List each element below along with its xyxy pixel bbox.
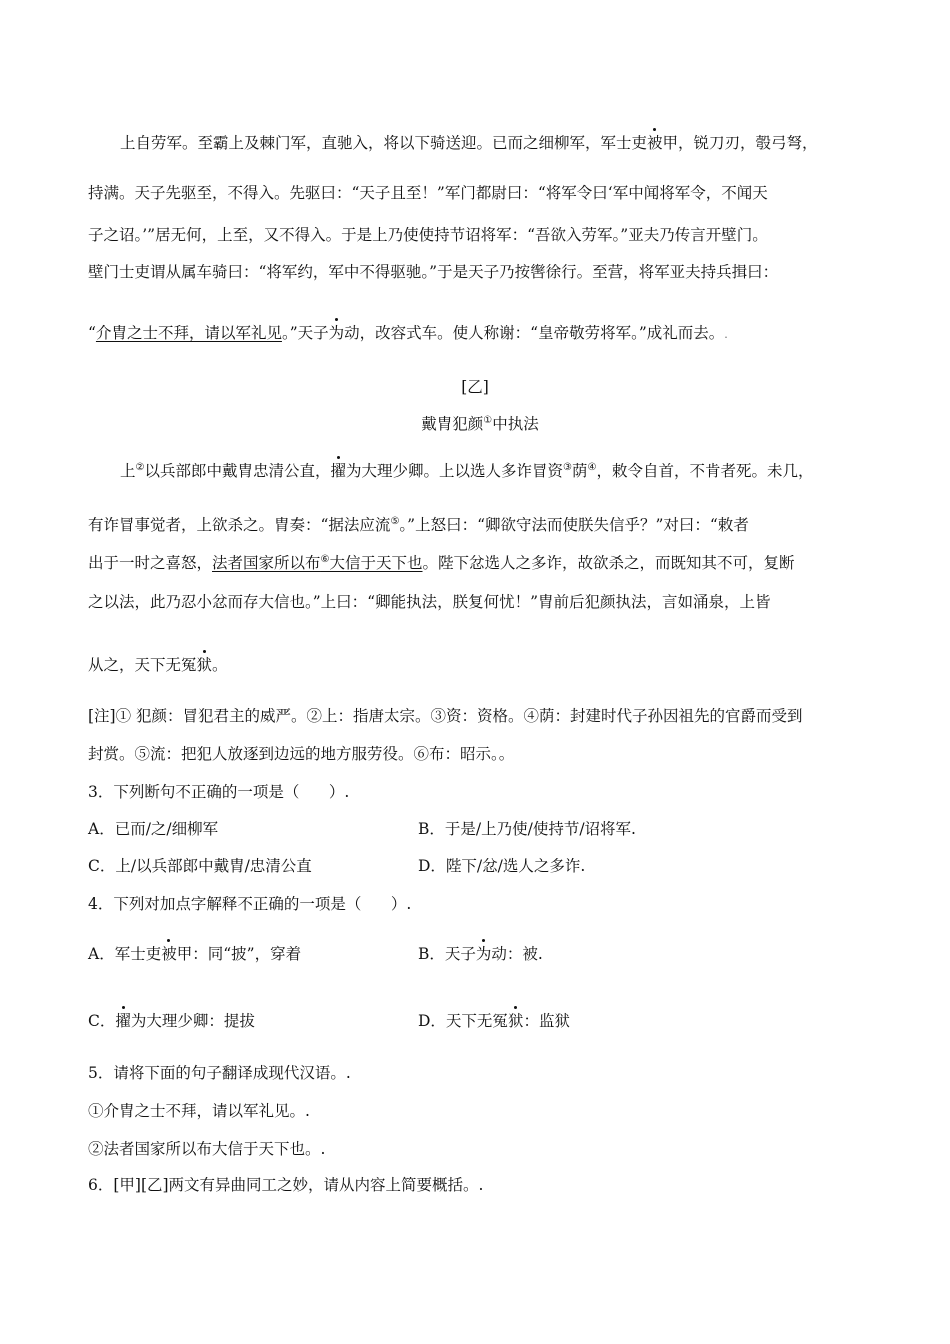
question-5-sentence-1: [88, 1101, 310, 1121]
notes-line-1: [88, 706, 803, 726]
yi-line-2: [88, 515, 749, 535]
text: B．天子: [418, 945, 476, 963]
text: 持满。天子先驱至，不得入。先驱曰：“天子且至！”军门都尉曰：“将军令曰‘军中闻将军令，不闻天: [88, 184, 768, 202]
text: 甲，锐刀刃，彀弓弩，: [662, 134, 818, 152]
text: C．上/以兵部郎中戴胄/忠清公直: [88, 857, 312, 875]
question-4-option-a: [88, 944, 301, 964]
text: 动，改容式车。使人称谢：“皇帝敬劳将军。”成礼而去。: [344, 324, 725, 342]
yi-title: [0, 414, 950, 434]
text: 动：被.: [491, 945, 543, 963]
question-4-option-d: [418, 1011, 570, 1031]
underlined-sentence: [212, 554, 423, 572]
text: ，敕令自首，不肯者死。未几，: [596, 462, 814, 480]
text: 。”上怒曰：“卿欲守法而使朕失信乎？”对曰：“敕者: [399, 516, 749, 534]
text: 出于一时之喜怒，: [88, 554, 213, 572]
question-5-stem: [88, 1063, 351, 1083]
text: 从之，天下无冤: [88, 656, 197, 674]
jia-line-3: [88, 225, 768, 245]
footnote-ref: ③: [563, 461, 572, 473]
dotted-char: 擢: [115, 1012, 131, 1030]
text: C．: [88, 1012, 116, 1030]
text: 为大理少卿。上以选人多诈冒资: [346, 462, 564, 480]
yi-line-1: [120, 461, 814, 481]
text: ①介胄之士不拜，请以军礼见。.: [88, 1102, 310, 1120]
footnote-ref: ⑥: [320, 553, 330, 565]
text: 之以法，此乃忍小忿而存大信也。”上曰：“卿能执法，朕复何忧！”胄前后犯颜执法，言如涌泉，上皆: [88, 593, 771, 611]
text: 。: [212, 656, 228, 674]
text: 6．[甲][乙]两文有异曲同工之妙，请从内容上简要概括。.: [88, 1176, 484, 1194]
text: “: [88, 324, 96, 342]
text: A．军士吏: [88, 945, 162, 963]
dotted-char: 为: [328, 324, 345, 342]
question-3-stem: [88, 782, 349, 802]
text: 3．下列断句不正确的一项是（ ）.: [88, 783, 350, 801]
text: 。陛下忿选人之多诈，故欲杀之，而既知其不可，复断: [422, 554, 795, 572]
text: [注]① 犯颜：冒犯君主的威严。②上：指唐太宗。③资：资格。④荫：封建时代子孙因祖先的官爵而受到: [88, 707, 803, 725]
yi-line-5: [88, 655, 228, 675]
text: 荫: [572, 462, 588, 480]
question-3-option-a: [88, 819, 218, 839]
footnote-ref: ①: [483, 414, 493, 426]
dotted-char: 狱: [507, 1012, 524, 1030]
yi-line-4: [88, 592, 771, 612]
question-3-option-b: [418, 819, 636, 839]
text: 。”天子: [281, 324, 329, 342]
text: 4．下列对加点字解释不正确的一项是（ ）.: [88, 895, 412, 913]
text: D．天下无冤: [418, 1012, 508, 1030]
jia-line-4: [88, 262, 778, 282]
jia-line-5: [88, 323, 728, 345]
text: 壁门士吏谓从属车骑曰：“将军约，军中不得驱驰。”于是天子乃按辔徐行。至营，将军亚夫持兵揖曰：: [88, 263, 779, 281]
question-3-option-d: [418, 856, 585, 876]
text: 上: [120, 462, 136, 480]
text: ：监狱: [523, 1012, 570, 1030]
text: 中执法: [492, 415, 539, 433]
question-6-stem: [88, 1175, 483, 1195]
yi-label: [0, 377, 950, 397]
dotted-char: 狱: [196, 656, 213, 674]
dotted-char: 擢: [330, 462, 347, 480]
jia-line-1: [120, 133, 818, 153]
footnote-ref: ④: [587, 461, 597, 473]
underlined-sentence: 介胄之士不拜，请以军礼见: [95, 324, 282, 342]
question-5-sentence-2: [88, 1139, 325, 1159]
jia-line-2: [88, 183, 768, 203]
footnote-ref: ⑤: [390, 515, 400, 527]
text: B．于是/上乃使/使持节/诏将军.: [418, 820, 636, 838]
text: A．已而/之/细柳军: [88, 820, 219, 838]
paragraph-mark: .: [724, 328, 728, 341]
text: 有诈冒事觉者，上欲杀之。胄奏：“据法应流: [88, 516, 391, 534]
dotted-char: 被: [647, 134, 663, 152]
notes-line-2: [88, 744, 514, 764]
question-4-stem: [88, 894, 411, 914]
text: 戴胄犯颜: [421, 415, 484, 433]
dotted-char: 被: [161, 945, 177, 963]
question-4-option-c: [88, 1011, 255, 1031]
text: 5．请将下面的句子翻译成现代汉语。.: [88, 1064, 351, 1082]
text: 以兵部郎中戴胄忠清公直，: [144, 462, 331, 480]
text: D．陛下/忿/选人之多诈.: [418, 857, 586, 875]
text: 封赏。⑤流：把犯人放逐到边远的地方服劳役。⑥布：昭示。。: [88, 745, 515, 763]
text: ②法者国家所以布大信于天下也。.: [88, 1140, 326, 1158]
text: 甲：同“披”，穿着: [176, 945, 302, 963]
text: 为大理少卿：提拔: [130, 1012, 255, 1030]
question-3-option-c: [88, 856, 312, 876]
yi-line-3: [88, 553, 795, 573]
text: 上自劳军。至霸上及棘门军，直驰入，将以下骑送迎。已而之细柳军，军士吏: [120, 134, 648, 152]
text: [乙]: [461, 378, 489, 396]
text: 大信于天下也: [329, 554, 423, 572]
text: 法者国家所以布: [212, 554, 321, 572]
dotted-char: 为: [475, 945, 492, 963]
text: 子之诏。’”居无何，上至，又不得入。于是上乃使使持节诏将军：“吾欲入劳军。”亚夫乃传言开壁门。: [88, 226, 768, 244]
question-4-option-b: [418, 944, 543, 964]
footnote-ref: ②: [135, 461, 145, 473]
